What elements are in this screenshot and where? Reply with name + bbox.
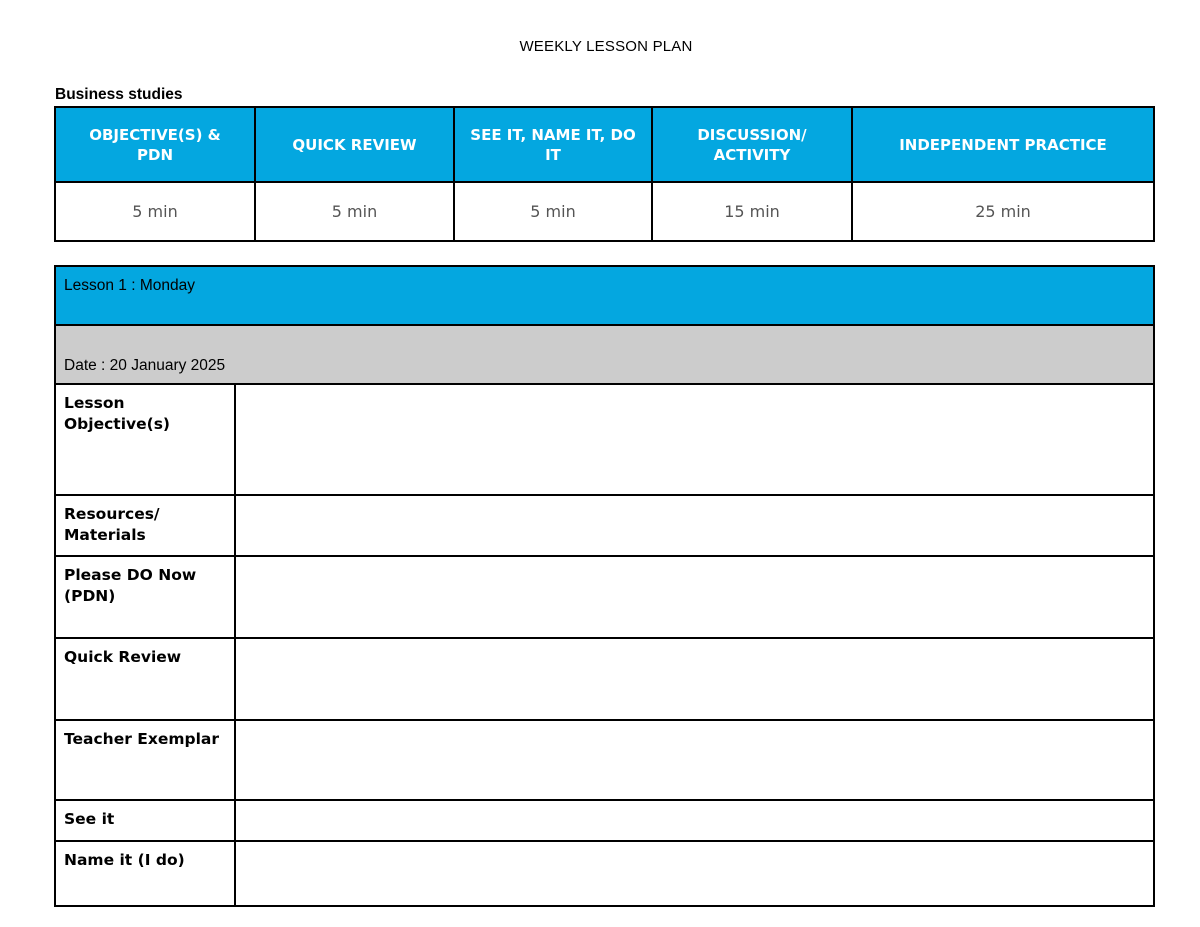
timing-duration-row (55, 182, 1154, 241)
row-label-quick-review: Quick Review (55, 638, 235, 720)
table-row (55, 384, 1154, 495)
lesson-heading: Lesson 1 : Monday (55, 266, 1154, 325)
subject-label: Business studies (55, 86, 183, 103)
duration-discussion[interactable]: 15 min (652, 182, 852, 241)
duration-independent-practice[interactable]: 25 min (852, 182, 1154, 241)
table-row (55, 495, 1154, 556)
table-row (55, 556, 1154, 638)
timing-header-quick-review: QUICK REVIEW (255, 107, 454, 182)
row-field-teacher-exemplar[interactable] (235, 720, 1154, 800)
timing-header-independent-practice: INDEPENDENT PRACTICE (852, 107, 1154, 182)
table-row (55, 841, 1154, 906)
row-field-see-it[interactable] (235, 800, 1154, 841)
row-field-resources[interactable] (235, 495, 1154, 556)
row-field-please-do-now[interactable] (235, 556, 1154, 638)
row-label-name-it: Name it (I do) (55, 841, 235, 906)
duration-quick-review[interactable]: 5 min (255, 182, 454, 241)
duration-objectives[interactable]: 5 min (55, 182, 255, 241)
document-title: WEEKLY LESSON PLAN (519, 38, 693, 55)
row-label-teacher-exemplar: Teacher Exemplar (55, 720, 235, 800)
timing-table (54, 106, 1155, 242)
duration-see-name-do[interactable]: 5 min (454, 182, 652, 241)
lesson-heading-row (55, 266, 1154, 325)
lesson-date-row (55, 325, 1154, 384)
timing-header-discussion: DISCUSSION/ ACTIVITY (652, 107, 852, 182)
row-label-please-do-now: Please DO Now (PDN) (55, 556, 235, 638)
timing-header-objectives: OBJECTIVE(S) & PDN (55, 107, 255, 182)
table-row (55, 638, 1154, 720)
row-label-resources: Resources/ Materials (55, 495, 235, 556)
lesson-table (54, 265, 1155, 907)
timing-header-see-name-do: SEE IT, NAME IT, DO IT (454, 107, 652, 182)
row-field-name-it[interactable] (235, 841, 1154, 906)
row-label-lesson-objectives: Lesson Objective(s) (55, 384, 235, 495)
timing-header-row (55, 107, 1154, 182)
row-label-see-it: See it (55, 800, 235, 841)
table-row (55, 720, 1154, 800)
row-field-lesson-objectives[interactable] (235, 384, 1154, 495)
row-field-quick-review[interactable] (235, 638, 1154, 720)
table-row (55, 800, 1154, 841)
lesson-date: Date : 20 January 2025 (55, 325, 1154, 384)
